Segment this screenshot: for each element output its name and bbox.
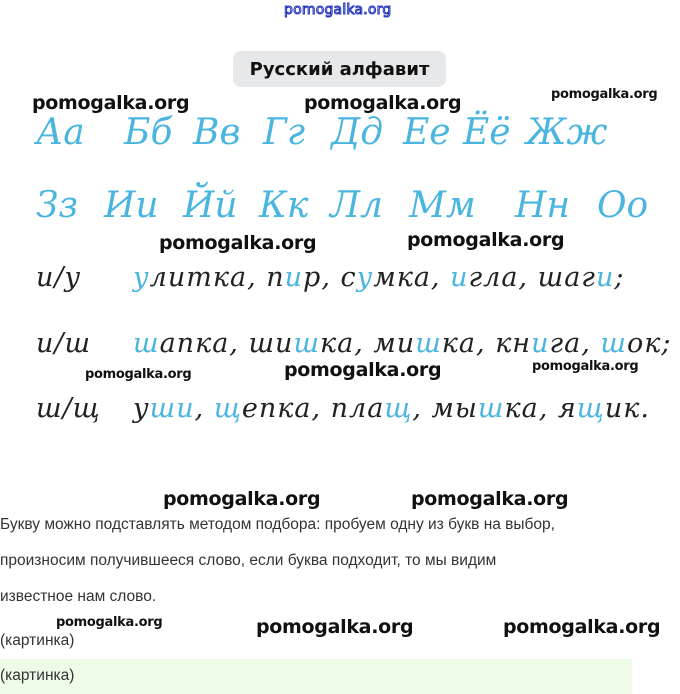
cursive-letter-pair: Кк <box>259 185 309 226</box>
cursive-letter-pair: Вв <box>193 112 241 153</box>
cursive-letter-pair: Оо <box>597 185 649 226</box>
example-word <box>266 262 331 293</box>
word-part: п <box>266 262 285 293</box>
cursive-letter-pair: Бб <box>124 112 173 153</box>
word-part: у <box>133 393 150 424</box>
word-part: мка, <box>373 262 441 293</box>
word-part: кн <box>495 328 532 359</box>
highlighted-letter: и <box>450 262 469 293</box>
watermark: pomogalka.org <box>85 367 192 382</box>
cursive-letter-pair: Ии <box>104 185 159 226</box>
word-part: , <box>412 393 422 424</box>
cursive-letter-pair: Йй <box>183 185 238 226</box>
cursive-letter-pair: Жж <box>526 112 608 153</box>
watermark: pomogalka.org <box>532 359 639 374</box>
cursive-letter-pair: Ёё <box>463 112 511 153</box>
rule-words <box>133 328 671 359</box>
example-word <box>450 262 528 293</box>
highlighted-letter: ш <box>293 328 321 359</box>
word-part: литка, <box>149 262 257 293</box>
watermark: pomogalka.org <box>159 232 317 254</box>
word-part: ши <box>248 328 294 359</box>
highlighted-letter: щ <box>213 393 242 424</box>
paragraph-line: произносим получившееся слово, если буква подходит, то мы видим <box>0 552 497 569</box>
word-part: епка, <box>241 393 322 424</box>
word-part: с <box>340 262 357 293</box>
example-word <box>133 393 204 424</box>
watermark: pomogalka.org <box>284 359 442 381</box>
word-part: ми <box>373 328 416 359</box>
highlighted-letter: и <box>531 328 550 359</box>
word-part: ка, <box>441 328 486 359</box>
example-word <box>373 328 485 359</box>
watermark: pomogalka.org <box>256 616 414 638</box>
watermark: pomogalka.org <box>32 92 190 114</box>
highlighted-letter: ши <box>149 393 195 424</box>
word-part: пла <box>330 393 385 424</box>
watermark: pomogalka.org <box>304 92 462 114</box>
word-part: гла, <box>468 262 529 293</box>
word-part: ка, <box>504 393 549 424</box>
highlighted-letter: щ <box>576 393 605 424</box>
word-part: ок; <box>627 328 672 359</box>
highlighted-letter: и <box>284 262 304 293</box>
cursive-letter-pair: Гг <box>263 112 306 153</box>
cursive-letter-pair: Ее <box>403 112 451 153</box>
word-part: апка, <box>159 328 239 359</box>
cursive-letter-pair: Аа <box>36 112 85 153</box>
highlighted-letter: ш <box>477 393 505 424</box>
highlighted-letter: у <box>133 262 150 293</box>
watermark: pomogalka.org <box>56 615 163 630</box>
word-part: га, <box>549 328 591 359</box>
paragraph-line: Букву можно подставлять методом подбора: пробуем одну из букв на выбор, <box>0 516 555 533</box>
watermark: pomogalka.org <box>411 488 569 510</box>
cursive-letter-pair: Нн <box>515 185 571 226</box>
highlight-bar <box>0 659 632 694</box>
word-part: ; <box>614 262 625 293</box>
watermark: pomogalka.org <box>163 488 321 510</box>
rule-words <box>133 262 624 293</box>
highlighted-letter: у <box>356 262 374 293</box>
word-part: ка, <box>320 328 364 359</box>
watermark: pomogalka.org <box>551 87 658 102</box>
watermark: pomogalka.org <box>503 616 661 638</box>
highlighted-letter: ш <box>600 328 627 359</box>
word-part: ик. <box>604 393 650 424</box>
cursive-letter-pair: Мм <box>409 185 476 226</box>
example-word <box>341 262 441 293</box>
page-title: Русский алфавит <box>233 51 446 87</box>
highlighted-letter: ш <box>415 328 442 359</box>
word-part: я <box>557 393 577 424</box>
watermark-top: pomogalka.org <box>284 2 392 18</box>
image-caption: (картинка) <box>0 632 75 649</box>
example-word <box>432 393 549 424</box>
example-word <box>133 262 257 293</box>
example-word <box>495 328 591 359</box>
word-part: р, <box>303 262 331 293</box>
highlighted-letter: щ <box>384 393 413 424</box>
example-word <box>331 393 422 424</box>
cursive-letter-pair: Зз <box>36 185 79 226</box>
highlighted-letter: и <box>595 262 615 293</box>
watermark: pomogalka.org <box>407 229 565 251</box>
rule-label: и/у <box>36 262 82 293</box>
example-word <box>133 328 239 359</box>
rule-label: и/ш <box>36 328 92 359</box>
word-part: мы <box>431 393 478 424</box>
example-word <box>248 328 363 359</box>
example-word <box>538 262 625 293</box>
highlighted-letter: ш <box>133 328 160 359</box>
example-word <box>600 328 671 359</box>
word-part: , <box>194 393 205 424</box>
example-word <box>214 393 321 424</box>
cursive-letter-pair: Дд <box>331 112 384 153</box>
paragraph-line: известное нам слово. <box>0 588 157 605</box>
rule-label: ш/щ <box>36 393 101 424</box>
image-caption: (картинка) <box>0 667 75 684</box>
word-part: шаг <box>537 262 596 293</box>
rule-words <box>133 393 650 424</box>
example-word <box>558 393 650 424</box>
cursive-letter-pair: Лл <box>330 185 383 226</box>
